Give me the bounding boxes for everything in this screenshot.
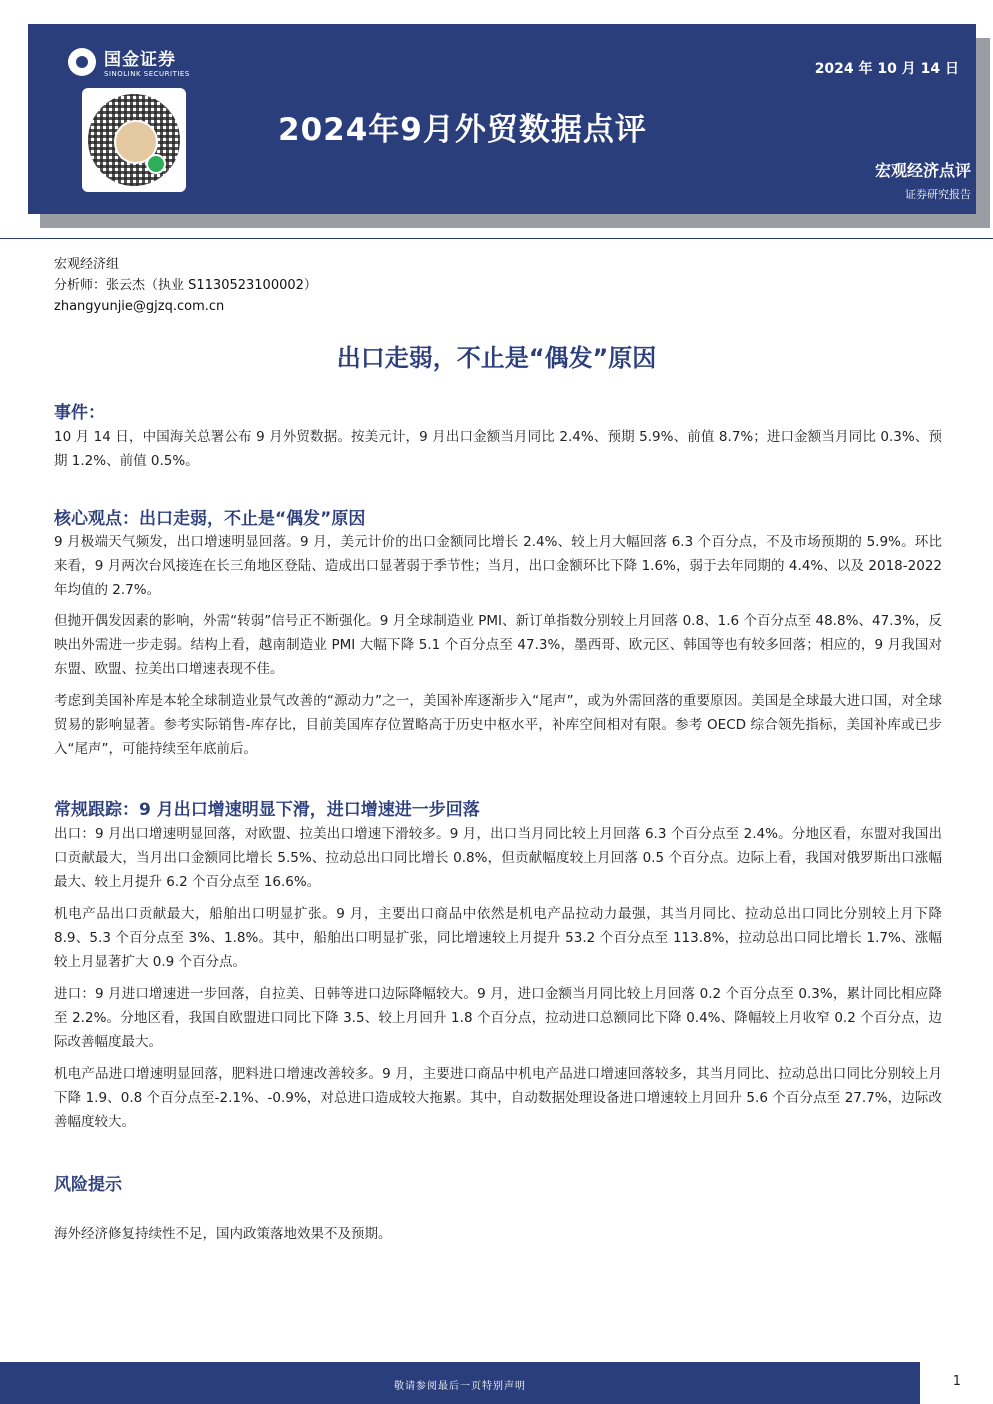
paragraph: 进口：9 月进口增速进一步回落，自拉美、日韩等进口边际降幅较大。9 月，进口金额当月同比较上月回落 0.2 个百分点至 0.3%，累计同比相应降至 2.2%。分地区看，我国自欧盟进口同比下降 3.5、较上月回升 1.8 个百分点，拉动进口总额同比下降 0.4%、降幅较上月收窄 0.2 个百分点，边际改善幅度最大。: [54, 986, 942, 1050]
paragraph: 考虑到美国补库是本轮全球制造业景气改善的“源动力”之一，美国补库逐渐步入“尾声”，或为外需回落的重要原因。美国是全球最大进口国，对全球贸易的影响显著。参考实际销售-库存比，目前美国库存位置略高于历史中枢水平，补库空间相对有限。参考 OECD 综合领先指标，美国补库或已步入“尾声”，可能持续至年底前后。: [54, 693, 942, 757]
paragraph: 10 月 14 日，中国海关总署公布 9 月外贸数据。按美元计，9 月出口金额当月同比 2.4%、预期 5.9%、前值 8.7%；进口金额当月同比 0.3%、预期 1.2%、前值 0.5%。: [54, 429, 942, 469]
logo-name-cn: 国金证券: [104, 50, 176, 70]
company-logo: [68, 45, 190, 78]
header-divider: [0, 238, 993, 239]
footer-disclaimer-link[interactable]: 敬请参阅最后一页特别声明: [394, 1381, 526, 1392]
analyst-info: [54, 254, 317, 317]
section-title-tracking: 常规跟踪：9 月出口增速明显下滑，进口增速进一步回落: [54, 800, 480, 820]
paragraph: 出口：9 月出口增速明显回落，对欧盟、拉美出口增速下滑较多。9 月，出口当月同比较上月回落 6.3 个百分点至 2.4%。分地区看，东盟对我国出口贡献最大，当月出口金额同比增长 5.5%、拉动总出口同比增长 0.8%，但贡献幅度较上月回落 0.5 个百分点。边际上看，我国对俄罗斯出口涨幅最大、较上月提升 6.2 个百分点至 16.6%。: [54, 826, 942, 890]
report-date: 2024 年 10 月 14 日: [814, 61, 959, 77]
paragraph: 但抛开偶发因素的影响，外需“转弱”信号正不断强化。9 月全球制造业 PMI、新订单指数分别较上月回落 0.8、1.6 个百分点至 48.8%、47.3%，反映出外需进一步走弱。结构上看，越南制造业 PMI 大幅下降 5.1 个百分点至 47.3%，墨西哥、欧元区、韩国等也有较多回落；相应的，9 月我国对东盟、欧盟、拉美出口增速表现不佳。: [54, 613, 942, 677]
report-subtype: 证券研究报告: [905, 188, 971, 201]
paragraph: 机电产品进口增速明显回落，肥料进口增速改善较多。9 月，主要进口商品中机电产品进口增速回落较多，其当月同比、拉动总出口同比分别较上月下降 1.9、0.8 个百分点至-2.1%、-0.9%，对总进口造成较大拖累。其中，自动数据处理设备进口增速较上月回升 5.6 个百分点至 27.7%，边际改善幅度较大。: [54, 1066, 942, 1130]
paragraph: 海外经济修复持续性不足，国内政策落地效果不及预期。: [54, 1226, 392, 1242]
page-number: 1: [952, 1374, 961, 1389]
report-title: 2024年9月外贸数据点评: [278, 112, 647, 148]
qr-code-icon: [82, 88, 186, 192]
paragraph: 机电产品出口贡献最大，船舶出口明显扩张。9 月，主要出口商品中依然是机电产品拉动力最强，其当月同比、拉动总出口同比分别较上月下降 8.9、5.3 个百分点至 3%、1.8%。其中，船舶出口明显扩张，同比增速较上月提升 53.2 个百分点至 113.8%，拉动总出口同比增长 1.7%、涨幅较上月显著扩大 0.9 个百分点。: [54, 906, 942, 970]
research-group: 宏观经济组: [54, 257, 120, 272]
section-title-core-view: 核心观点：出口走弱，不止是“偶发”原因: [54, 509, 366, 529]
headline: 出口走弱，不止是“偶发”原因: [336, 344, 657, 372]
logo-name-en: SINOLINK SECURITIES: [104, 70, 190, 78]
report-type: 宏观经济点评: [874, 161, 971, 180]
section-title-risk: 风险提示: [54, 1175, 122, 1195]
paragraph: 9 月极端天气频发，出口增速明显回落。9 月，美元计价的出口金额同比增长 2.4%、较上月大幅回落 6.3 个百分点，不及市场预期的 5.9%。环比来看，9 月两次台风接连在长三角地区登陆、造成出口显著弱于季节性；当月，出口金额环比下降 1.6%，弱于去年同期的 4.4%、以及 2018-2022 年均值的 2.7%。: [54, 534, 942, 598]
qr-badge-icon: [146, 154, 166, 174]
section-title-event: 事件：: [54, 403, 105, 423]
logo-mark-icon: [68, 48, 96, 76]
analyst-email[interactable]: zhangyunjie@gjzq.com.cn: [54, 299, 225, 314]
analyst-name: 分析师：张云杰（执业 S1130523100002）: [54, 278, 317, 293]
